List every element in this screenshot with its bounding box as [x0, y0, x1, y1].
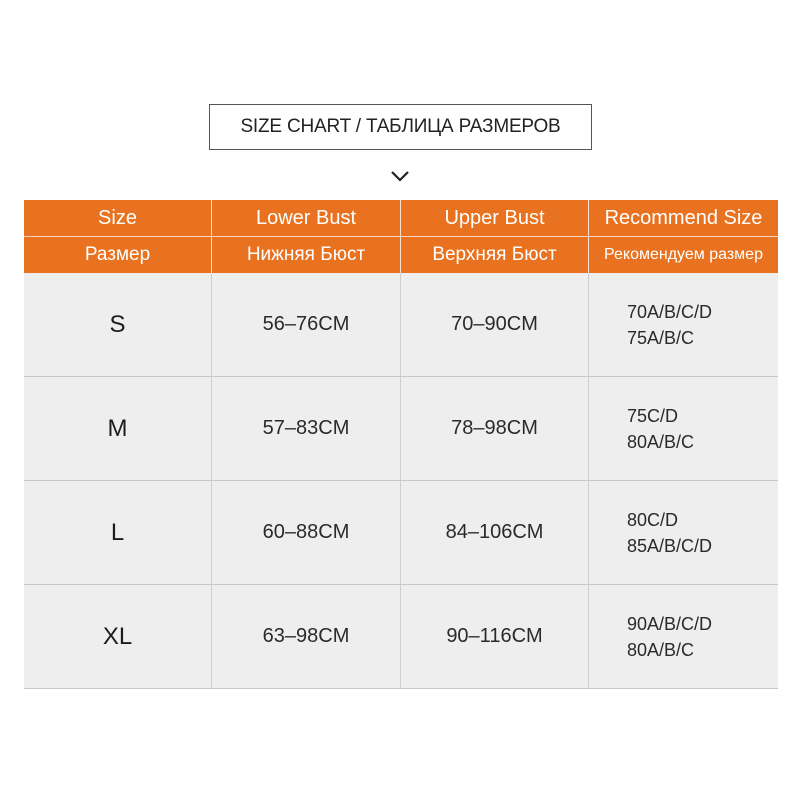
- size-cell: M: [24, 377, 212, 480]
- recommend-line: 85A/B/C/D: [627, 535, 713, 556]
- size-cell: S: [24, 273, 212, 376]
- size-chart-title: SIZE CHART / ТАБЛИЦА РАЗМЕРОВ: [209, 104, 592, 150]
- header-upper-bust: Upper Bust: [401, 200, 589, 236]
- chevron-down-icon: [390, 166, 410, 186]
- upper-bust-cell: 70–90CM: [401, 273, 589, 376]
- header-size-ru: Размер: [24, 237, 212, 273]
- table-row: [24, 585, 778, 689]
- recommend-line: 90A/B/C/D: [627, 613, 713, 634]
- lower-bust-cell: 57–83CM: [212, 377, 401, 480]
- recommend-line: 70A/B/C/D: [627, 301, 713, 322]
- upper-bust-cell: 90–116CM: [401, 585, 589, 688]
- recommend-size-cell: [589, 377, 778, 480]
- recommend-line: 80A/B/C: [627, 639, 695, 660]
- upper-bust-cell: 78–98CM: [401, 377, 589, 480]
- header-lower-bust-ru: Нижняя Бюст: [212, 237, 401, 273]
- lower-bust-cell: 56–76CM: [212, 273, 401, 376]
- header-recommend-size: Recommend Size: [604, 206, 763, 229]
- recommend-line: 75A/B/C: [627, 327, 695, 348]
- size-cell: L: [24, 481, 212, 584]
- recommend-line: 80A/B/C: [627, 431, 695, 452]
- header-row-english: [24, 200, 778, 237]
- size-cell: XL: [24, 585, 212, 688]
- upper-bust-cell: 84–106CM: [401, 481, 589, 584]
- recommend-size-cell: [589, 585, 778, 688]
- header-row-russian: [24, 237, 778, 273]
- size-table: [24, 200, 778, 689]
- recommend-size-cell: [589, 481, 778, 584]
- lower-bust-cell: 63–98CM: [212, 585, 401, 688]
- header-size: Size: [24, 200, 212, 236]
- lower-bust-cell: 60–88CM: [212, 481, 401, 584]
- table-row: [24, 481, 778, 585]
- table-row: [24, 377, 778, 481]
- recommend-line: 75C/D: [627, 405, 679, 426]
- recommend-size-cell: [589, 273, 778, 376]
- recommend-line: 80C/D: [627, 509, 679, 530]
- header-upper-bust-ru: Верхняя Бюст: [401, 237, 589, 273]
- table-row: [24, 273, 778, 377]
- header-lower-bust: Lower Bust: [212, 200, 401, 236]
- header-recommend-size-ru: Рекомендуем размер: [604, 246, 763, 263]
